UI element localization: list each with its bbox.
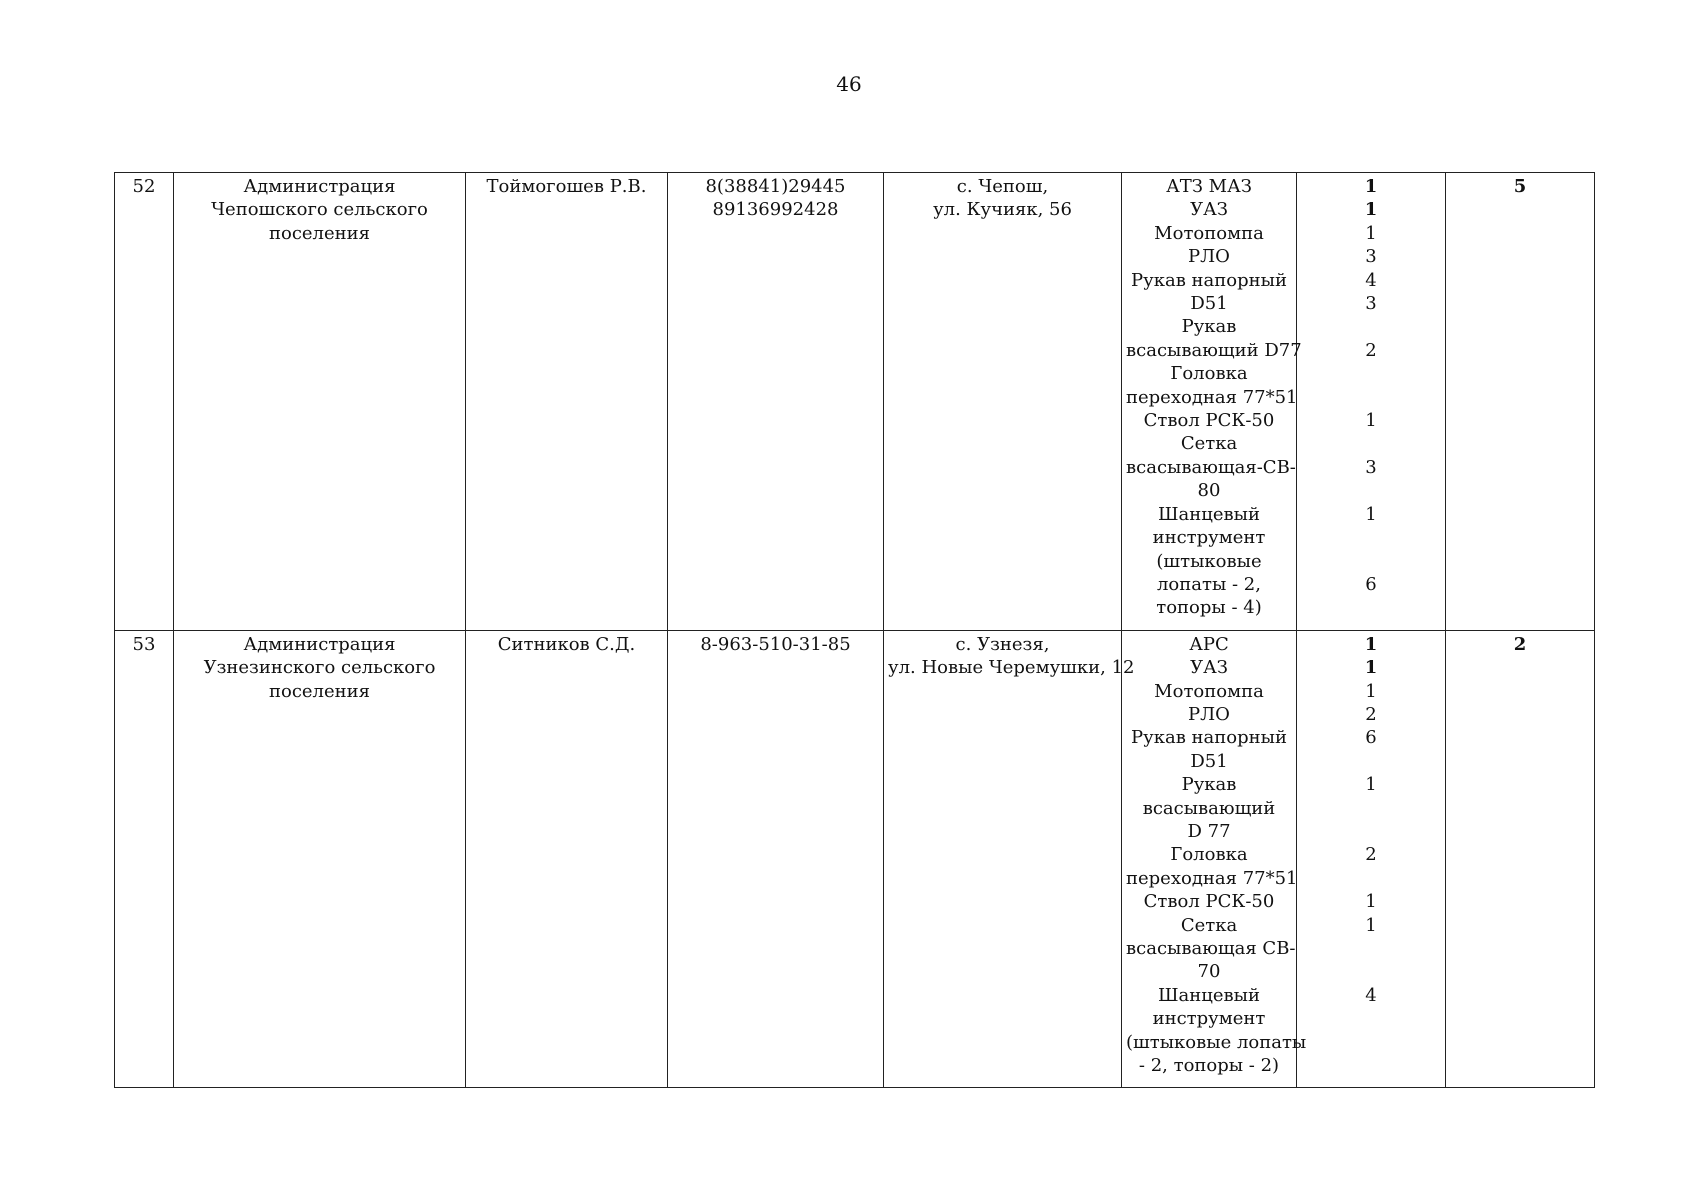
quantity-line (1301, 960, 1441, 983)
responsible-person-line: Ситников С.Д. (497, 633, 636, 655)
address-cell (884, 630, 1135, 1088)
equipment-line: Головка (1170, 844, 1248, 866)
quantity-line (1301, 820, 1441, 843)
quantity-cell (1297, 173, 1446, 631)
equipment-line: УАЗ (1190, 199, 1228, 221)
organization-line: Чепошского сельского (211, 199, 428, 221)
quantity-line (1301, 750, 1441, 773)
quantity-line: 3 (1365, 456, 1377, 478)
equipment-line: Ствол РСК-50 (1143, 410, 1275, 432)
quantity-line (1301, 867, 1441, 890)
equipment-line: РЛО (1188, 246, 1230, 268)
page-number: 46 (836, 72, 862, 96)
phone-line: 8-963-510-31-85 (700, 633, 851, 655)
phone-line: 8(38841)29445 (705, 176, 846, 197)
row-number-cell: 52 (115, 173, 174, 631)
equipment-line: УАЗ (1190, 657, 1228, 679)
equipment-line: переходная 77*51 (1126, 386, 1298, 408)
quantity-line (1301, 797, 1441, 820)
quantity-line: 1 (1364, 199, 1378, 221)
quantity-line (1301, 432, 1441, 455)
quantity-line: 1 (1365, 503, 1377, 525)
table-row (115, 173, 1595, 631)
quantity-line: 1 (1364, 657, 1378, 679)
quantity-line: 3 (1365, 293, 1377, 315)
quantity-line: 1 (1365, 680, 1377, 702)
equipment-line: Ствол РСК-50 (1143, 891, 1275, 913)
equipment-line: (штыковые лопаты (1126, 1031, 1307, 1053)
quantity-cell (1297, 630, 1446, 1088)
phone-cell (668, 630, 884, 1088)
organization-line: поселения (268, 680, 370, 702)
equipment-line: Мотопомпа (1154, 222, 1264, 244)
quantity-line (1301, 937, 1441, 960)
address-cell (884, 173, 1122, 631)
equipment-line: - 2, топоры - 2) (1138, 1055, 1280, 1077)
organization-line: Администрация (243, 633, 396, 655)
equipment-line: переходная 77*51 (1126, 867, 1298, 889)
quantity-line: 1 (1365, 774, 1377, 796)
quantity-line: 3 (1365, 246, 1377, 268)
responsible-person-cell (466, 173, 668, 631)
quantity-line: 1 (1364, 176, 1378, 197)
equipment-line: АРС (1189, 633, 1229, 655)
responsible-person-line: Тоймогошев Р.В. (486, 176, 647, 197)
quantity-line (1301, 1054, 1441, 1077)
quantity-line: 1 (1365, 410, 1377, 432)
equipment-line: топоры - 4) (1156, 597, 1262, 619)
quantity-line (1301, 1007, 1441, 1030)
total-cell: 2 (1446, 630, 1595, 1088)
equipment-line: Рукав напорный (1131, 727, 1287, 749)
phone-cell (668, 173, 884, 631)
quantity-line (1301, 596, 1441, 619)
equipment-line: D51 (1190, 293, 1228, 315)
quantity-line: 4 (1365, 984, 1377, 1006)
table-row (115, 630, 1595, 1088)
total-cell: 5 (1446, 173, 1595, 631)
address-line: с. Узнезя, (955, 633, 1050, 655)
quantity-line: 1 (1364, 633, 1378, 655)
equipment-line: Сетка (1180, 914, 1238, 936)
organization-line: Узнезинского сельского (203, 657, 436, 679)
phone-line: 89136992428 (712, 199, 839, 221)
equipment-line: всасывающий (1142, 797, 1276, 819)
quantity-line (1301, 549, 1441, 572)
address-line: ул. Новые Черемушки, 12 (888, 657, 1135, 679)
organization-line: поселения (268, 222, 370, 244)
equipment-line: 80 (1197, 480, 1221, 502)
address-line: ул. Кучияк, 56 (933, 199, 1072, 221)
equipment-line: 70 (1197, 961, 1221, 983)
equipment-line: всасывающая-СВ- (1126, 456, 1296, 478)
quantity-line: 6 (1365, 727, 1377, 749)
equipment-line: Рукав (1181, 316, 1237, 338)
equipment-line: D51 (1190, 750, 1228, 772)
address-line: с. Чепош, (956, 176, 1049, 197)
quantity-line (1301, 386, 1441, 409)
equipment-line: Шанцевый (1158, 503, 1260, 525)
equipment-line: Головка (1170, 363, 1248, 385)
equipment-table (114, 172, 1595, 1088)
quantity-line (1301, 1031, 1441, 1054)
quantity-line: 6 (1365, 573, 1377, 595)
quantity-line: 2 (1365, 844, 1377, 866)
equipment-line: всасывающая СВ- (1126, 938, 1296, 959)
equipment-line: Рукав (1181, 774, 1237, 796)
equipment-line: РЛО (1188, 703, 1230, 725)
equipment-cell (1122, 173, 1302, 631)
quantity-line (1301, 526, 1441, 549)
equipment-line: Сетка (1180, 433, 1238, 455)
equipment-line: D 77 (1187, 820, 1231, 842)
organization-cell (174, 173, 466, 631)
equipment-line: инструмент (1152, 527, 1266, 549)
equipment-line: Рукав напорный (1131, 269, 1287, 291)
quantity-line (1301, 315, 1441, 338)
organization-line: Администрация (243, 176, 396, 197)
organization-cell (174, 630, 466, 1088)
quantity-line: 1 (1365, 914, 1377, 936)
quantity-line: 1 (1365, 891, 1377, 913)
quantity-line: 2 (1365, 339, 1377, 361)
equipment-line: инструмент (1152, 1008, 1266, 1030)
responsible-person-cell (466, 630, 668, 1088)
quantity-line: 2 (1365, 703, 1377, 725)
equipment-line: лопаты - 2, (1157, 573, 1261, 595)
equipment-cell (1122, 630, 1307, 1088)
quantity-line: 4 (1365, 269, 1377, 291)
quantity-line: 1 (1365, 222, 1377, 244)
equipment-line: АТЗ МАЗ (1166, 176, 1252, 197)
equipment-line: Мотопомпа (1154, 680, 1264, 702)
equipment-line: Шанцевый (1158, 984, 1260, 1006)
equipment-line: (штыковые (1156, 550, 1262, 572)
quantity-line (1301, 479, 1441, 502)
row-number-cell: 53 (115, 630, 174, 1088)
equipment-line: всасывающий D77 (1126, 339, 1302, 361)
quantity-line (1301, 362, 1441, 385)
